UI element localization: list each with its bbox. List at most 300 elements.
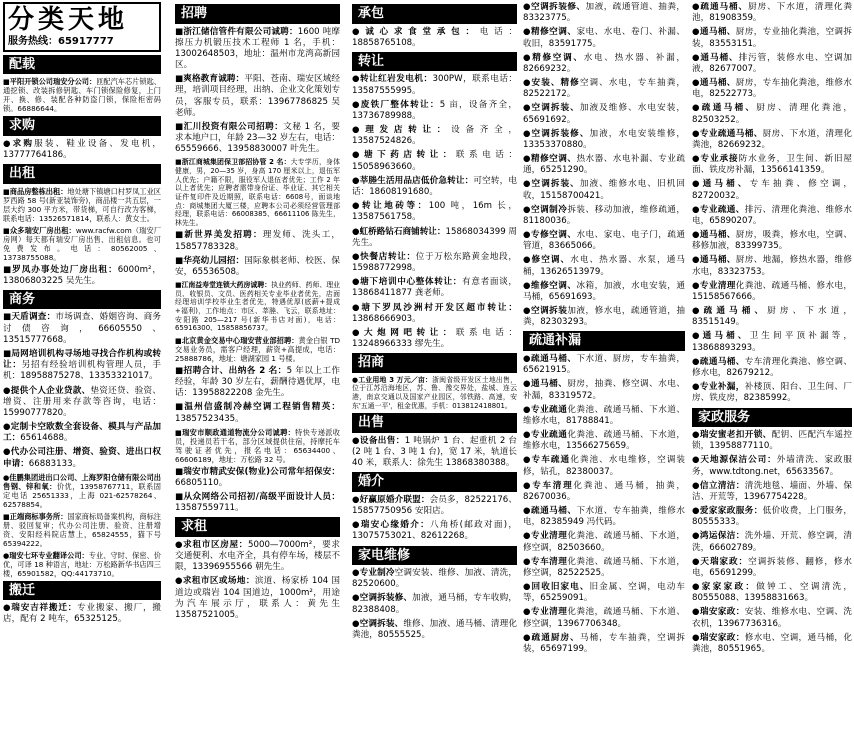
classified-ad [692,78,852,100]
classified-ad [352,125,517,147]
classified-ad [352,201,517,223]
ad-body: 清洗地毯、墙面、外墙、保洁、开荒等，13967754228。 [692,480,852,502]
ad-heading: ●专业疏通 [523,430,568,441]
classified-ad [175,336,340,363]
ad-body: 会员多，82522176、15857750956 安阳店。 [352,494,517,517]
classified-ad [523,255,685,277]
classified-ad [352,227,517,249]
classified-ad [175,281,340,333]
ad-heading: ●塘下药店转让： [352,150,456,161]
ad-body: 热水器、水电补漏、专业疏通，65251290。 [523,154,685,176]
ad-heading: ■天盾调查： [3,312,56,323]
ad-body: 加液，水电安装维修，13353370880。 [523,128,685,150]
classified-ad [352,27,517,49]
ad-heading: ●专修空调、 [523,230,577,241]
ad-body: 13587559711。 [175,503,244,514]
category-header: 承包 [352,4,517,24]
ad-heading: ■平阳开锁公司瑞安分公司： [3,77,97,87]
ad-heading: ■众多瑞安厂房出租： [3,225,76,235]
classified-ad [175,540,340,574]
classified-ad [175,366,340,400]
ad-body: 加液，通马桶，专车收购，82388408。 [352,593,517,615]
classified-ad [692,205,852,227]
ad-body: 化粪池、疏通马桶、下水道，修空调，82522525。 [523,556,685,578]
classified-ad [692,230,852,252]
ad-heading: ●理发店转让： [352,125,452,136]
ad-body: 维修、加液、通马桶、清理化粪池，80555525。 [352,618,517,640]
ad-heading: ■爽格教育诚聘： [175,74,245,85]
ad-body: 联系电话：13248966333 缪先生。 [352,327,517,350]
classified-ad [523,455,685,477]
ad-heading: ●虹桥路钻石商铺转让： [352,226,446,237]
classified-ad [3,265,161,287]
classified-ad [692,357,852,379]
ad-heading: ■华亮幼儿园招： [175,255,245,266]
ad-heading: ●疏通马桶、 [523,354,577,365]
classified-ad [523,53,685,75]
ad-body: 外墙清洗、家政服务，www.tdtong.net，65633567。 [692,455,852,477]
classified-ad [175,428,340,464]
ad-body: 化粪池，疏通马桶、下水道、修空调，13967706348。 [523,607,685,629]
ad-body: 做钟工、空调清洗，80555088、13958831663。 [692,582,852,604]
classified-ad [175,230,340,252]
ad-heading: ●安装、精修 [523,78,580,89]
hotline: 服务热线：65917777 [8,35,114,47]
classified-ad [523,103,685,125]
ad-heading: ●专业制冷 [352,568,395,579]
ad-body: 补楼顶、阳台、卫生间、厂房、铁皮房，82385992。 [692,382,852,404]
ad-heading: ●专业疏通、 [692,204,745,215]
classified-ad [692,103,852,125]
classified-ad [692,557,852,579]
classified-ad [3,139,161,161]
ad-heading: ●通马桶、 [692,331,750,342]
classified-ad [692,582,852,604]
ad-body: 加液及维修、水电安装，65691692。 [523,103,685,125]
category-header: 出售 [352,413,517,433]
classified-ad [692,430,852,452]
ad-heading: ●精修空调、 [523,52,584,63]
ad-heading: ●专业清理 [523,607,568,618]
ad-body: 厨房、清理化粪池，82503252。 [692,103,852,125]
ad-body: 文秘 1 名，要求本地户口，年龄 23—32 岁左右，电话：65559666、13958830007 叶先生。 [175,121,340,155]
ad-heading: ●瑞安吉祥搬迁： [3,603,78,614]
ad-heading: ■招聘合计、出纳各 2 名： [175,365,287,376]
ad-body: 匝配汽车芯片锁匙、通挖锁、改装拆修钥匙、车门锁保险修复，上门开、换、修、装配各种防盗门锁，保险柜密码锁。66886644。 [3,77,161,114]
classified-ad [352,520,517,542]
ad-heading: ●塘下罗凤沙洲村开发区超市转让： [352,302,517,313]
ad-heading: ●空调拆装修、 [523,128,590,139]
ad-body: 300PW，联系电话：13587555995。 [352,74,517,96]
ad-body: 专车抽粪、修空调，82720032。 [692,179,852,201]
ad-heading: ●塘下培训中心整体转让： [352,277,463,288]
ad-heading: ●好赢原婚介联盟： [352,494,430,505]
ad-body: 服装、鞋业设备、发电机，13777764186。 [3,138,161,160]
ad-heading: ●疏通马桶、 [692,103,757,114]
classified-ad [692,607,852,629]
classified-ad [523,78,685,100]
ad-heading: ●空调拆装修、 [523,2,586,12]
classified-ad [523,306,685,328]
classified-ad [523,281,685,303]
ad-body: 厨房，抽粪、修空调、水电、补漏，83319572。 [523,379,685,401]
ad-heading: ●通马桶、 [692,255,736,266]
classified-ad [3,551,161,578]
ad-body: 65614688。 [20,433,73,444]
ad-heading: ●天瑞家政： [692,556,749,567]
classified-ad [352,376,517,411]
ad-body: 化粪池、水电维修，空调装修，钻孔，82380037。 [523,455,685,477]
ad-heading: ●专业承接 [692,154,739,165]
classified-ad [352,277,517,299]
category-header: 搬迁 [3,581,161,601]
ad-body: 理发师、洗头工，15857783328。 [175,230,340,252]
ad-body: 洗外墙、开荒、修空调，清洗，66602789。 [692,531,852,553]
ad-heading: ●佳鹏集团进出口公司、上海罗阳仓储有限公司出售钢、锌和氧： [3,472,161,491]
ad-body: 化粪池、通马桶，抽粪，82670036。 [523,480,685,502]
classified-ad [692,531,852,553]
ad-heading: ●转让地砖等： [352,201,429,212]
classified-ad [692,179,852,201]
classified-ad [692,331,852,353]
ad-body: 家电、水电、卷门、补漏、收旧，83591775。 [523,27,685,49]
ad-heading: ■汇川投资有限公司招聘： [175,121,284,132]
ad-body: 国际象棋老师、校医、保安，65536508。 [175,255,340,277]
ad-body: 5 年以上工作经验，年龄 30 岁左右，薪酬待遇优厚，电话：13958822208 金先生。 [175,365,340,399]
classified-ad [692,506,852,528]
ad-body: 66883133。 [28,458,82,469]
ad-heading: ●通马桶、 [692,78,736,89]
classified-ad [175,576,340,621]
ad-body: 专车清理化粪池、修空调、修水电，82679212。 [692,356,852,378]
ad-body: 低价收费，上门服务，80555333。 [692,506,852,528]
ad-heading: ●瑞安蜜老扣开锁、 [692,430,772,441]
classified-ad [523,557,685,579]
ad-heading: ■浙江储信管件有限公司诚聘： [175,26,298,37]
classified-ad [523,354,685,376]
classified-ad [352,593,517,615]
classified-ad [523,633,685,655]
ad-heading: ●精修空调、 [523,154,577,165]
category-header: 家电维修 [352,546,517,566]
classified-ad [692,255,852,277]
classified-ad [352,100,517,122]
ad-heading: ●天地源保洁公司： [692,455,777,466]
classified-ad [692,27,852,49]
ad-heading: ●疏通马桶、 [523,506,577,517]
classified-ad [175,256,340,278]
ad-heading: ●空调制冷 [523,204,568,215]
classified-ad [523,154,685,176]
ad-body: 卫生间平顶补漏等，13868893293。 [692,331,852,353]
ad-heading: ●爱家家政服务： [692,506,763,517]
category-header: 婚介 [352,472,517,492]
ad-body: www.racfw.com（瑞安厂房网）每天都有瑞安厂房出售、出租信息。也可免费发布。电话：80562005、13738755088。 [3,225,161,262]
ad-heading: ●疏通厨房、 [523,632,580,643]
ad-body: 加液，疏通管道、抽粪，83323775。 [523,2,685,24]
masthead-title: 分类天地 [8,5,129,35]
column-1 [3,2,161,750]
ad-heading: ■瑞安市精武安保(物业)公司常年招保安： [175,466,340,477]
ad-heading: ●空调拆装修、 [352,593,413,604]
ad-body: 13857523435。 [175,413,244,424]
ad-body: 1 吨锅炉 1 台、起重机 2 台(2 吨 1 台、3 吨 1 台)，宽 17 米，轨道长 40 米，联系人：徐先生 13868380388。 [352,435,517,469]
ad-body: 有意者面谈，13868411877 龚老师。 [352,277,517,299]
ad-heading: ●废铁厂整体转让： [352,99,440,110]
classified-ad [523,531,685,553]
ad-heading: ■江南益寿堂连锁大药房诚聘： [175,281,272,290]
ad-body: 100 吨，16m 长，13587561758。 [352,201,517,223]
classified-ad [175,122,340,156]
classified-ad [3,187,161,223]
ad-heading: ●通马桶、 [692,52,739,63]
classified-ad [523,179,685,201]
ad-heading: ●莘塍生活用品店低价急转让： [352,175,474,186]
ad-heading: ●修空调、 [523,255,571,266]
classified-ad [175,27,340,72]
ad-heading: ●专业清理 [523,531,568,542]
ad-heading: ●维修空调、 [523,280,577,291]
ad-body: 下水道、厨房，专车抽粪，65621915。 [523,354,685,376]
classified-ad [523,129,685,151]
classified-ad [523,405,685,427]
ad-heading: ●瑞安家政： [692,632,745,643]
ad-heading: ●大炮网吧转让： [352,327,456,338]
ad-heading: ■浙江商城集团保卫部招协管 2 名： [175,158,291,167]
ad-heading: ●空调拆装、 [523,103,580,114]
ad-body: 1600 吨摩擦压力机锻压技术工程师 1 名，手机：13002648503，地址：温州市龙湾高新园区。 [175,26,340,71]
ad-heading: ●代办公司注册、增资、验资、进出口权申请： [3,447,161,469]
category-header: 求购 [3,116,161,136]
ad-body: 八角桥(邮政对面)，13075753021、82612268。 [352,520,517,542]
ad-body: 5000—7000m²，要求交通便利、水电齐全，具有停车场，楼层不限，13396955566 朝先生。 [175,539,340,573]
ad-heading: ●求租市区房屋： [175,539,249,550]
ad-heading: ●信立清洁： [692,480,745,491]
classified-ad [352,495,517,517]
ad-heading: ●专业疏通马桶、 [692,128,763,139]
ad-heading: ●专车清理 [523,480,574,491]
ad-heading: ●专业清理 [692,280,736,291]
ad-heading: ■北京黄金交易中心瑞安营业部招聘： [175,335,299,345]
column-2 [175,2,340,750]
classified-ad [3,447,161,469]
ad-body: 空调安装、维修、加液、清洗，82520600。 [352,568,517,590]
classified-ad [175,158,340,227]
classified-ad [3,386,161,420]
category-header: 商务 [3,290,161,310]
category-header: 招聘 [175,4,340,24]
ad-body: 拆装、移动加液，维修疏通，81180036。 [523,204,685,226]
classified-ad [352,568,517,590]
ad-body: 国家商标局备案机构，商标注册、驳回复审；代办公司注册、验资、注册增资、安阳经科院店慧上，65824555，猫下号 65394222。 [3,511,161,548]
ad-body: 厨房，吸粪，修水电，空调、移修加液，83399735。 [692,230,852,252]
ad-heading: ●设备出售： [352,435,405,446]
ad-heading: ●求租市区或场地： [175,576,255,587]
ad-heading: ■商品房整栋出租： [3,186,68,196]
classified-ad [692,306,852,328]
column-5 [692,2,852,750]
ad-body: 黄金白银 TD 交易业务员，需客户经理，薪资+高提成，电话：25888786，地址：塘湖家园 1 号楼。 [175,335,340,363]
ad-body: 厨房、地漏，修热水器，维修水电，83323753。 [692,255,852,277]
classified-ad [175,467,340,489]
ad-heading: ●瑞安心缘婚介： [352,520,430,531]
ad-body: 特快专递派收员，投递员若干名，部分区域提供住宿，持摩托车驾驶证者优先，报名电话：65634400、66606189，地址：万松路 32 号。 [175,427,340,464]
ad-heading: ●空调拆装 [523,306,568,317]
classified-ad [3,603,161,625]
ad-body: 排污管，装修水电、空调加液，82677007。 [692,52,852,74]
classified-ad [3,473,161,509]
ad-heading: ●通马桶、 [692,179,750,190]
classified-ad [3,312,161,346]
ad-body: 配钥、匹配汽车遥控锁，13958877110。 [692,430,852,452]
classified-ad [523,205,685,227]
classified-ad [352,176,517,198]
ad-body: 15868034399 周先生。 [352,226,517,248]
ad-heading: ●工业用地 3 万元／亩： [352,375,433,384]
classified-ad [3,512,161,548]
classified-ad [523,481,685,503]
classified-ad [3,77,161,113]
ad-body: 排污、清理化粪池、维修水电，65890207。 [692,204,852,226]
classified-ad [523,230,685,252]
category-header: 出租 [3,164,161,184]
ad-body: 修水电、空调，通马桶，化粪池，80551965。 [692,632,852,654]
ad-body: 厨房、下水道，清理化粪池，81908359。 [692,2,852,24]
classified-ad [352,252,517,274]
ad-body: 平阳、苍南、瑞安区域经理，培训项目经理，出纳、企业文化策划专员，客服专员，联系：13967786825 吴老师。 [175,74,340,118]
ad-body: 安装、维修水电、空调、洗衣机，13967736316。 [692,607,852,629]
classified-ad [352,328,517,350]
masthead [3,2,161,52]
ad-body: 加液、维修水电、旧机回收，15158700421。 [523,179,685,201]
ad-heading: ●瑞安七环专业翻译公司： [3,550,89,560]
classified-ad [523,430,685,452]
ad-heading: ■温州信盛制冷赫空调工程销售精英： [175,402,340,413]
classified-ad [523,2,685,24]
classified-ad [523,607,685,629]
ad-heading: ●定制卡空欧数全套设备、模具与产品加工： [3,422,161,444]
classified-ad [523,27,685,49]
category-header: 家政服务 [692,408,852,428]
category-header: 求租 [175,517,340,537]
ad-heading: ●通马桶、 [692,27,736,38]
ad-body: 滨道、杨家桥 104 国道边或瑞岩 104 国道边，1000m²，用途为汽车展示厅，联系人：黄先生 13587521005。 [175,576,340,620]
ad-heading: ●诚心求食堂承包： [352,26,480,37]
classified-ad [175,492,340,514]
category-header: 转让 [352,52,517,72]
ad-heading: ●通马桶、 [523,379,568,390]
classified-ad [692,154,852,176]
classified-ad [3,349,161,383]
category-header: 招商 [352,353,517,373]
classified-ad [352,619,517,641]
classified-ad [523,582,685,604]
ad-heading: ●专车清理 [523,556,568,567]
classified-ad [692,455,852,477]
classified-ad [692,633,852,655]
classified-ad [692,2,852,24]
ad-heading: ●疏通马桶、 [692,356,745,367]
ad-body: 下水道、专车抽粪，维修水电，82385949 冯代码。 [523,506,685,528]
ad-heading: ●通马桶、 [692,230,736,241]
ad-heading: ●瑞安家政： [692,607,745,618]
ad-body: 电话：18858765108。 [352,26,517,48]
classified-ad [175,402,340,424]
ad-heading: ●空调拆装、 [523,179,580,190]
ad-heading: ●回收旧家电、 [523,582,590,593]
classified-ad [175,74,340,119]
classified-ad [692,129,852,151]
ad-heading: ■局网培训机构寻场地寻找合作机构或转让： [3,348,161,371]
ad-body: 厨房，专业抽化粪池，空调拆装，83553151。 [692,27,852,49]
classified-ad [352,303,517,325]
ad-body: 化粪池、疏通马桶、下水道，修空调，82503660。 [523,531,685,553]
ad-heading: ●空调拆装、 [352,618,404,629]
ad-body: 加液，修水电，疏通管道，抽粪，82303293。 [523,306,685,328]
ad-body: 地处塘下镇塘口村罗凤工业区罗西路 58 号(新亚装饰旁)，商品楼一共五层，一层大约 300 平方米，带货梯，可自行改为客梯，联系电话：13526571814，联系人：黄女士。 [3,186,161,223]
ad-body: 厨房、下水道，83515149。 [692,306,852,328]
ad-body: 66805110。 [175,477,228,488]
classified-ad [352,436,517,470]
classified-ad [692,281,852,303]
category-header: 疏通补漏 [523,331,685,351]
ad-heading: ●求购 [3,138,35,149]
ad-body: 位于万松东路黄金地段，15988772998。 [352,251,517,274]
ad-body: 空调拆装修、翻修，修水电，65691299。 [692,556,852,578]
classified-ad [692,53,852,75]
ad-heading: ●精修空调、 [523,27,577,38]
ad-heading: ●鸿运保洁： [692,531,745,542]
ad-heading: ■正端商标事务所： [3,511,68,521]
ad-heading: ●提供个人企业贷款、 [3,385,91,396]
ad-body: 水电、家电、电子门，疏通管道，83665066。 [523,230,685,252]
ad-body: 专业、守时、保密、价优，可译 18 种语言，地址：万松路新华书店四三楼，65901582，QQ:44173710。 [3,550,161,578]
classified-ad [523,506,685,528]
ad-body: 防水业务，卫生间、新旧屋面、铁皮房补漏，13566141359。 [692,154,852,176]
ad-body: 马桶，专车抽粪，空调拆装，65697199。 [523,632,685,654]
ad-body: 价优，13958767711，联系固定电话 25651333，上海 021-62578264、62578854。 [3,481,161,509]
ad-heading: ●专业疏通 [523,404,568,415]
ad-heading: ●疏通马桶、 [692,2,749,12]
ad-heading: ■新世界美发招聘： [175,230,263,241]
classified-ad [3,226,161,262]
ad-body: 专业搬家、搬厂，搬店，配有 2 吨车，65325125。 [3,603,161,625]
column-4 [523,2,685,750]
ad-body: 化粪池、疏通马桶、修水电，15158567666。 [692,280,852,302]
ad-body: 水电、热水器、水泵，通马桶，13626513979。 [523,255,685,277]
ad-heading: ●疏通马桶、 [692,306,768,317]
classified-ad [692,481,852,503]
ad-body: 5 亩，设备齐全，13736789988。 [352,99,517,121]
ad-heading: ■罗凤办事处边厂房出租： [3,264,118,275]
ad-heading: ■瑞安市顺政通道物流分公司诚聘： [175,427,296,437]
ad-body: 6000m²，13806803225 吴先生。 [3,264,161,286]
ad-body: 化粪池、疏通马桶、下水道，维修水电，13566275659。 [523,430,685,452]
classified-ad [692,382,852,404]
ad-heading: ●快餐店转让： [352,251,416,262]
ad-body: 另招有经验培训机构管理人员，手机：18958875278、13353321017。 [3,360,161,382]
ad-body: 13868666903。 [352,313,421,324]
classified-ad [352,74,517,96]
ad-body: 联系电话：15058963660。 [352,150,517,172]
ad-body: 冰箱，加液，水电安装，通马桶，65691693。 [523,280,685,302]
ad-body: 可空转，电话：18608191680。 [352,175,517,197]
ad-body: 设备齐全，13587524826。 [352,125,517,147]
ad-body: 浙闽省级开发区土地出售，位于江苏沿海地区，苏、鲁、豫交界处，盐城、连云港，南京交通以及国家产业园区，邻铁路、高速，安东'五通一平'，租金优惠，手机：013812418801。 [352,375,517,410]
ad-body: 厨房，专车抽化粪池，维修水电，82522773。 [692,78,852,100]
ad-body: 化粪池、疏通马桶、下水道、维修水电，81788841。 [523,404,685,426]
ad-body: 厨房、下水道，清理化粪池，82669232。 [692,128,852,150]
